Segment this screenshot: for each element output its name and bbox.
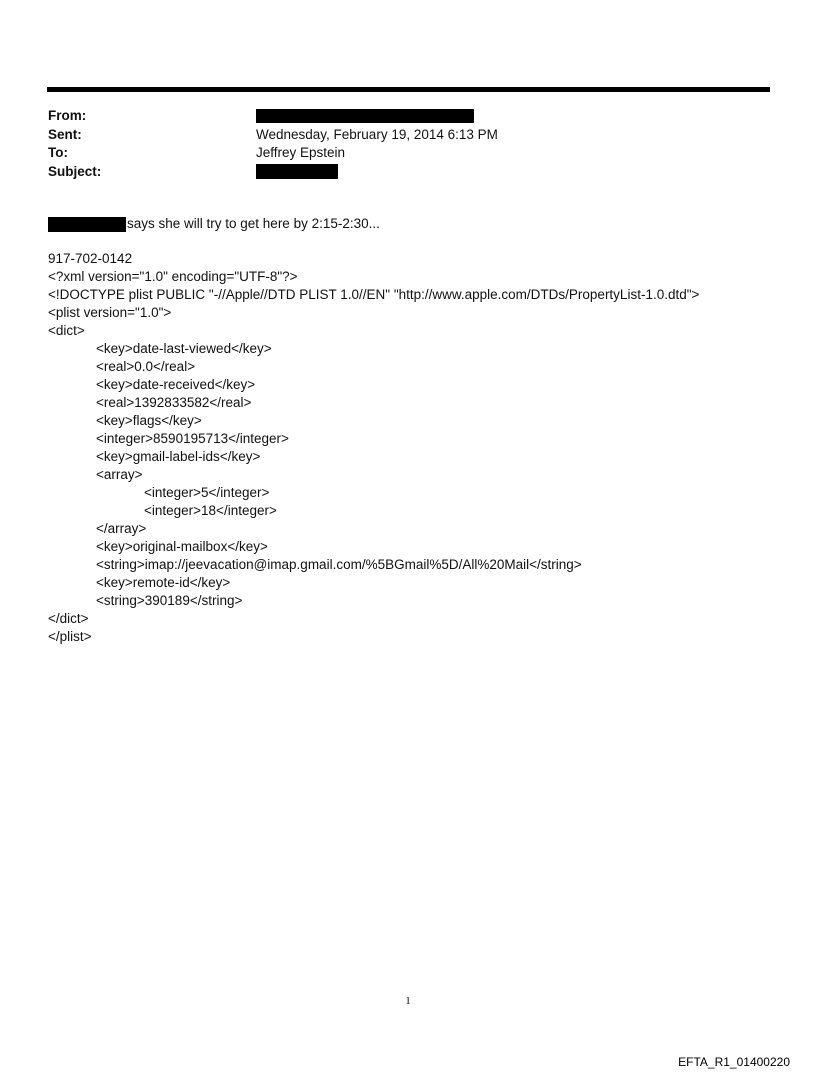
phone-line: 917-702-0142 [48, 251, 133, 266]
body-first-line [48, 215, 768, 233]
body-first-line-text: says she will try to get here by 2:15-2:30... [127, 216, 380, 231]
plist-line: <integer>5</integer> [144, 485, 270, 500]
plist-line: <array> [96, 467, 143, 482]
plist-line: <key>remote-id</key> [96, 575, 231, 590]
plist-line: <real>1392833582</real> [96, 395, 252, 410]
sent-row [48, 126, 768, 145]
plist-line: <string>390189</string> [96, 593, 243, 608]
dict-close-line: </dict> [48, 611, 89, 626]
subject-row [48, 163, 768, 182]
subject-label: Subject: [48, 163, 102, 179]
from-value [256, 107, 474, 126]
plist-line: <key>date-received</key> [96, 377, 256, 392]
redaction-box [256, 109, 474, 123]
plist-line: <key>flags</key> [96, 413, 202, 428]
redaction-box [256, 164, 338, 179]
email-header [48, 107, 768, 181]
redaction-box [48, 217, 126, 232]
from-label: From: [48, 108, 87, 123]
plist-line: <key>gmail-label-ids</key> [96, 449, 261, 464]
from-row [48, 107, 768, 126]
header-rule [47, 87, 770, 92]
plist-line: </array> [96, 521, 147, 536]
plist-line: <key>date-last-viewed</key> [96, 341, 272, 356]
subject-value [256, 163, 338, 182]
bates-number: EFTA_R1_01400220 [678, 1055, 790, 1069]
dict-open-line: <dict> [48, 323, 85, 338]
to-row [48, 144, 768, 163]
page-number: 1 [405, 995, 411, 1007]
to-label: To: [48, 145, 68, 160]
plist-line: <string>imap://jeevacation@imap.gmail.com/%5BGmail%5D/All%20Mail</string> [96, 557, 582, 572]
doctype-line: <!DOCTYPE plist PUBLIC "-//Apple//DTD PLIST 1.0//EN" "http://www.apple.com/DTDs/PropertyList-1.0.dtd"> [48, 287, 700, 302]
plist-line: <real>0.0</real> [96, 359, 196, 374]
xml-declaration-line: <?xml version="1.0" encoding="UTF-8"?> [48, 269, 298, 284]
plist-line: <integer>18</integer> [144, 503, 277, 518]
plist-close-line: </plist> [48, 629, 92, 644]
plist-line: <integer>8590195713</integer> [96, 431, 289, 446]
email-body [48, 215, 768, 646]
to-value: Jeffrey Epstein [256, 145, 346, 160]
sent-label: Sent: [48, 126, 82, 142]
plist-line: <key>original-mailbox</key> [96, 539, 268, 554]
sent-value: Wednesday, February 19, 2014 6:13 PM [256, 126, 498, 142]
plist-open-line: <plist version="1.0"> [48, 305, 172, 320]
